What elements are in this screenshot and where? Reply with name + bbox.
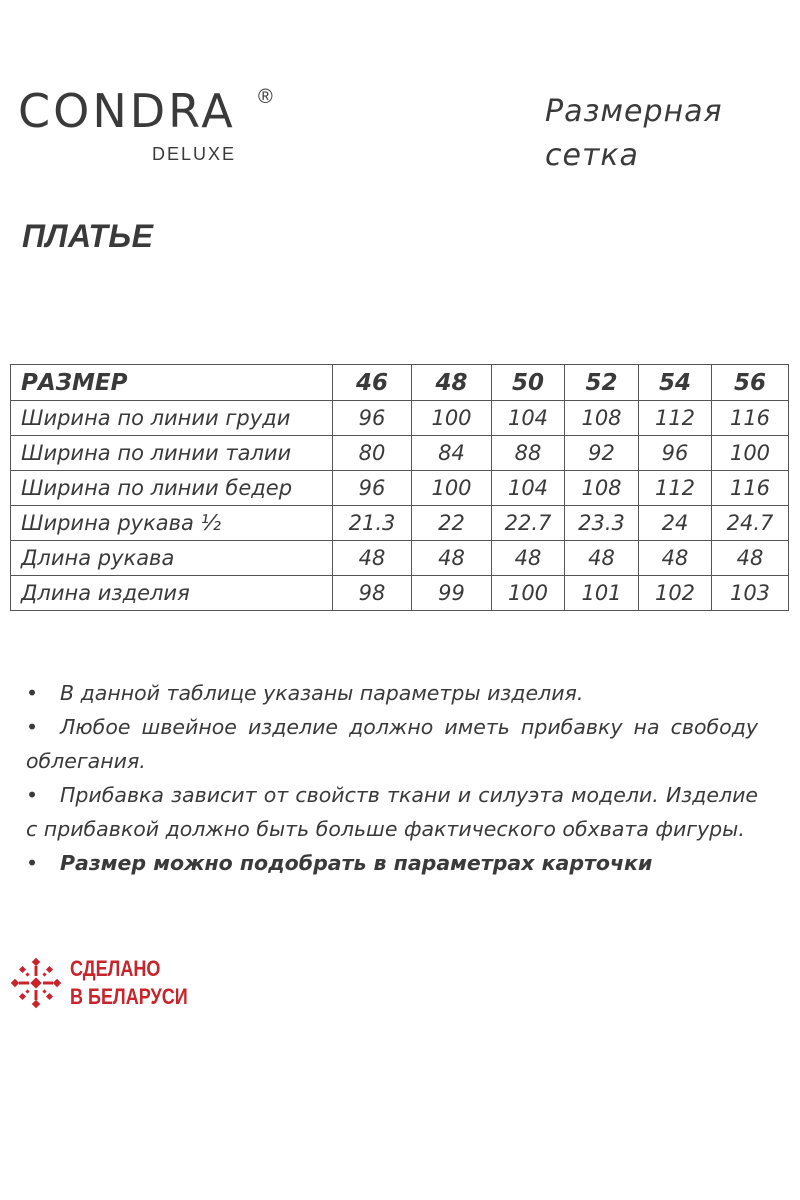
notes-list <box>26 676 758 880</box>
row-label: Длина рукава <box>11 541 333 576</box>
row-label: Ширина по линии бедер <box>11 471 333 506</box>
cell-value: 104 <box>492 471 565 506</box>
bullet-icon: • <box>26 681 39 705</box>
note-text: Прибавка зависит от свойств ткани и силуэта модели. Изделие с прибавкой должно быть больше фактического обхвата фигуры. <box>26 783 758 841</box>
made-in-text <box>70 955 188 1011</box>
cell-value: 116 <box>712 401 789 436</box>
row-label: Длина изделия <box>11 576 333 611</box>
size-header: 48 <box>412 365 492 401</box>
cell-value: 101 <box>565 576 639 611</box>
cell-value: 80 <box>333 436 412 471</box>
cell-value: 21.3 <box>333 506 412 541</box>
cell-value: 96 <box>333 471 412 506</box>
note-text: Любое швейное изделие должно иметь прибавку на свободу облегания. <box>26 715 758 773</box>
registered-mark: ® <box>258 86 273 108</box>
cell-value: 23.3 <box>565 506 639 541</box>
table-row <box>11 576 789 611</box>
row-label: Ширина по линии талии <box>11 436 333 471</box>
bullet-icon: • <box>26 851 39 875</box>
cell-value: 100 <box>412 471 492 506</box>
cell-value: 108 <box>565 471 639 506</box>
cell-value: 112 <box>639 471 712 506</box>
cell-value: 48 <box>639 541 712 576</box>
header-label: РАЗМЕР <box>11 365 333 401</box>
cell-value: 96 <box>639 436 712 471</box>
table-row <box>11 401 789 436</box>
size-header: 50 <box>492 365 565 401</box>
size-header: 54 <box>639 365 712 401</box>
row-label: Ширина рукава ½ <box>11 506 333 541</box>
cell-value: 22.7 <box>492 506 565 541</box>
brand-sub: DELUXE <box>152 144 237 164</box>
cell-value: 100 <box>412 401 492 436</box>
document-title-line2: сетка <box>545 138 639 173</box>
document-title <box>545 90 785 178</box>
product-name: ПЛАТЬЕ <box>22 218 154 254</box>
belarus-ornament-icon <box>8 955 64 1011</box>
note-text: В данной таблице указаны параметры изделия. <box>60 681 584 705</box>
row-label: Ширина по линии груди <box>11 401 333 436</box>
cell-value: 48 <box>492 541 565 576</box>
made-in-badge <box>8 955 188 1016</box>
cell-value: 99 <box>412 576 492 611</box>
cell-value: 100 <box>712 436 789 471</box>
cell-value: 22 <box>412 506 492 541</box>
note-item <box>26 676 758 710</box>
cell-value: 96 <box>333 401 412 436</box>
note-item <box>26 846 758 880</box>
table-row <box>11 506 789 541</box>
made-in-line1: СДЕЛАНО <box>70 956 161 981</box>
brand-logo <box>18 84 273 164</box>
cell-value: 112 <box>639 401 712 436</box>
note-text: Размер можно подобрать в параметрах карточки <box>60 851 653 875</box>
size-table <box>10 364 789 611</box>
table-row <box>11 541 789 576</box>
cell-value: 24 <box>639 506 712 541</box>
cell-value: 116 <box>712 471 789 506</box>
cell-value: 84 <box>412 436 492 471</box>
note-item <box>26 778 758 846</box>
cell-value: 48 <box>565 541 639 576</box>
cell-value: 48 <box>712 541 789 576</box>
cell-value: 103 <box>712 576 789 611</box>
cell-value: 88 <box>492 436 565 471</box>
size-header: 46 <box>333 365 412 401</box>
note-item <box>26 710 758 778</box>
brand-name: CONDRA <box>18 84 236 138</box>
cell-value: 48 <box>333 541 412 576</box>
cell-value: 92 <box>565 436 639 471</box>
bullet-icon: • <box>26 783 39 807</box>
cell-value: 108 <box>565 401 639 436</box>
size-header: 56 <box>712 365 789 401</box>
table-row <box>11 471 789 506</box>
size-table-header <box>11 365 789 401</box>
cell-value: 104 <box>492 401 565 436</box>
cell-value: 48 <box>412 541 492 576</box>
table-row <box>11 436 789 471</box>
cell-value: 100 <box>492 576 565 611</box>
made-in-line2: В БЕЛАРУСИ <box>70 984 188 1009</box>
size-header: 52 <box>565 365 639 401</box>
cell-value: 98 <box>333 576 412 611</box>
document-title-line1: Размерная <box>545 94 723 129</box>
bullet-icon: • <box>26 715 39 739</box>
cell-value: 24.7 <box>712 506 789 541</box>
cell-value: 102 <box>639 576 712 611</box>
